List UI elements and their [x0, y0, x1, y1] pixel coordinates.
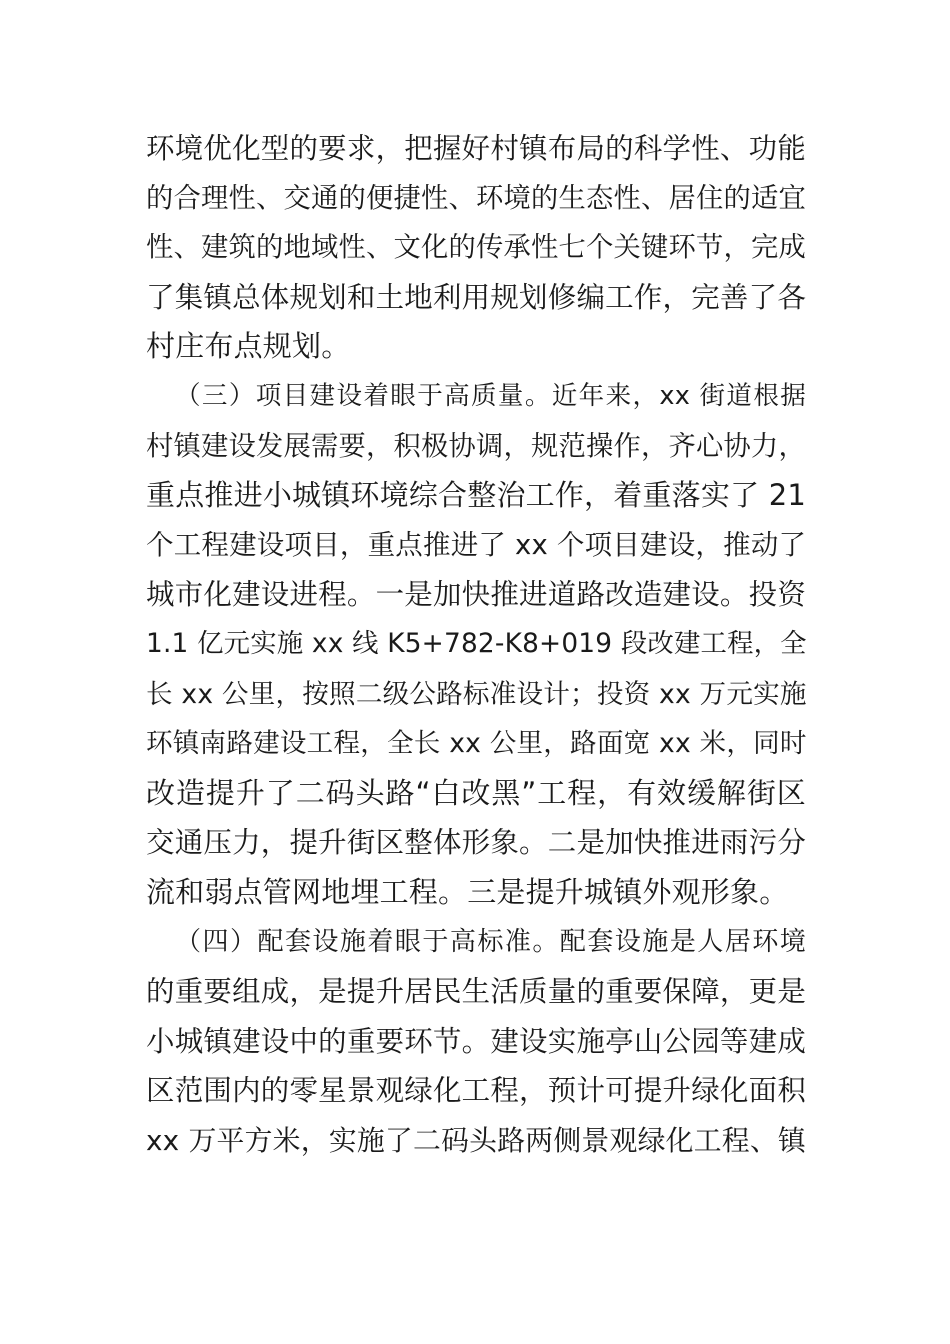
- document-body: [146, 124, 806, 1165]
- text-line: 的合理性、交通的便捷性、环境的生态性、居住的适宜: [146, 182, 806, 214]
- paragraph-supporting-facilities: [146, 918, 806, 1166]
- section-heading-line: （三）项目建设着眼于高质量。近年来，xx 街道根据: [175, 380, 806, 411]
- text-line: 个工程建设项目，重点推进了 xx 个项目建设，推动了: [146, 528, 807, 561]
- text-line: 环镇南路建设工程，全长 xx 公里，路面宽 xx 米，同时: [146, 728, 807, 760]
- text-line: 长 xx 公里，按照二级公路标准设计；投资 xx 万元实施: [146, 678, 807, 710]
- text-line: 小城镇建设中的重要环节。建设实施亭山公园等建成: [146, 1024, 806, 1058]
- text-line: 1.1 亿元实施 xx 线 K5+782-K8+019 段改建工程，全: [146, 628, 807, 659]
- paragraph-layout-planning: [146, 124, 806, 372]
- text-line: 交通压力，提升街区整体形象。二是加快推进雨污分: [146, 826, 806, 860]
- text-line: 村镇建设发展需要，积极协调，规范操作，齐心协力，: [146, 430, 806, 462]
- text-line: 性、建筑的地域性、文化的传承性七个关键环节，完成: [146, 232, 806, 264]
- text-line: 城市化建设进程。一是加快推进道路改造建设。投资: [146, 578, 806, 612]
- paragraph-project-construction: [146, 372, 806, 918]
- text-line: 改造提升了二码头路“白改黑”工程，有效缓解街区: [146, 775, 806, 810]
- text-line: 重点推进小城镇环境综合整治工作，着重落实了 21: [146, 478, 806, 513]
- section-heading-line: （四）配套设施着眼于高标准。配套设施是人居环境: [175, 926, 806, 957]
- text-line: 村庄布点规划。: [146, 329, 351, 364]
- text-line: xx 万平方米，实施了二码头路两侧景观绿化工程、镇: [146, 1123, 806, 1157]
- text-line: 环境优化型的要求，把握好村镇布局的科学性、功能: [146, 132, 806, 165]
- text-line: 区范围内的零星景观绿化工程，预计可提升绿化面积: [146, 1074, 806, 1108]
- text-line: 的重要组成，是提升居民生活质量的重要保障，更是: [146, 975, 806, 1009]
- text-line: 了集镇总体规划和土地利用规划修编工作，完善了各: [146, 280, 806, 314]
- text-line: 流和弱点管网地埋工程。三是提升城镇外观形象。: [146, 874, 789, 909]
